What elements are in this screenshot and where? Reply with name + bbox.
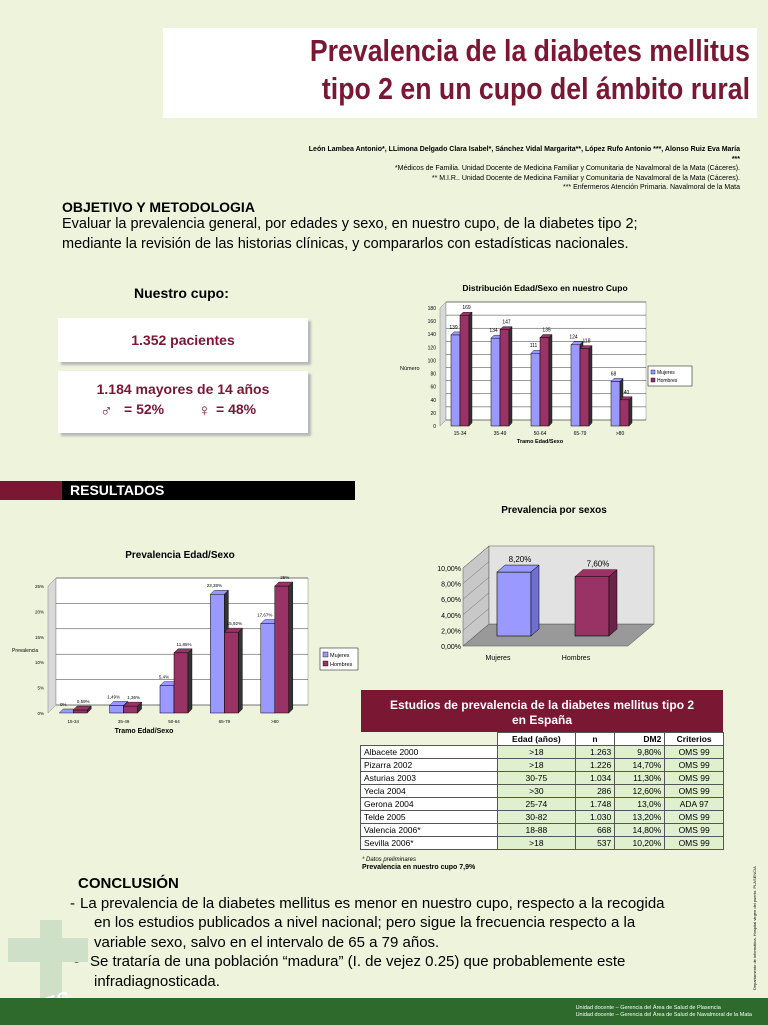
table-row — [361, 785, 724, 798]
y-tick-label: 2,00% — [441, 628, 461, 636]
adults-count: 1.184 mayores de 14 años — [96, 381, 270, 397]
bar-side — [589, 346, 592, 426]
cell-age: 30-75 — [498, 772, 576, 785]
chart-title: Prevalencia por sexos — [501, 505, 607, 516]
x-tick-label: 15-34 — [67, 719, 79, 724]
cell-age: >18 — [498, 746, 576, 759]
y-tick-label: 0 — [433, 424, 436, 430]
page-title — [260, 32, 750, 108]
bar-side — [609, 570, 617, 636]
cell-age: 30-82 — [498, 811, 576, 824]
data-label: 169 — [462, 305, 471, 312]
x-tick-label: 65-79 — [218, 719, 231, 724]
x-tick-label: >80 — [270, 719, 279, 724]
cell-criteria: OMS 99 — [665, 746, 724, 759]
affiliation-3: *** Enfermeros Atención Primaria. Navalmoral de la Mata — [562, 184, 740, 191]
patients-panel — [58, 318, 308, 362]
data-label: 118 — [582, 338, 591, 345]
y-axis-label: Prevalencia — [12, 648, 39, 654]
cell-n: 1.226 — [575, 759, 615, 772]
cell-study: Albacete 2000 — [361, 746, 498, 759]
data-label: 11,85% — [176, 641, 192, 647]
cell-criteria: OMS 99 — [665, 824, 724, 837]
bar-hombres — [500, 330, 509, 426]
data-label: 124 — [569, 334, 578, 341]
objective-text — [62, 214, 762, 254]
bar-mujeres — [451, 335, 460, 426]
footer-text — [576, 1005, 752, 1019]
patients-count: 1.352 pacientes — [131, 332, 235, 348]
y-tick-label: 60 — [430, 384, 436, 391]
y-tick-label: 100 — [427, 358, 436, 365]
chart-side-wall — [48, 578, 56, 713]
y-tick-label: 10% — [34, 660, 44, 666]
legend-swatch — [323, 652, 328, 657]
data-label: 8,20% — [508, 555, 532, 565]
cell-age: 25-74 — [498, 798, 576, 811]
male-icon: ♂ — [100, 401, 113, 420]
bar-side — [188, 649, 192, 713]
authors-names: León Lambea Antonio*, LLimona Delgado Clara Isabel*, Sánchez Vidal Margarita**, López Rufo Antonio ***, Alonso Ruiz Eva María *** — [308, 146, 740, 163]
x-axis-label: Tramo Edad/Sexo — [114, 728, 174, 735]
objective-heading: OBJETIVO Y METODOLOGIA — [62, 199, 255, 215]
results-heading: RESULTADOS — [62, 481, 355, 500]
bar-mujeres — [210, 594, 224, 713]
cell-study: Pizarra 2002 — [361, 759, 498, 772]
header-dm2: DM2 — [615, 733, 665, 746]
y-tick-label: 5% — [37, 685, 44, 691]
bar-hombres — [575, 577, 609, 636]
cell-criteria: OMS 99 — [665, 837, 724, 850]
data-label: 139 — [449, 324, 458, 331]
table-row — [361, 837, 724, 850]
legend-label: Hombres — [657, 378, 678, 384]
cell-dm2: 13,20% — [615, 811, 665, 824]
data-label: 68 — [610, 371, 617, 378]
bullet-1-line-2: en los estudios publicados a nivel nacional; pero sigue la frecuencia respecto a la — [94, 914, 636, 931]
cell-study: Asturias 2003 — [361, 772, 498, 785]
chart-floor — [463, 624, 654, 646]
table-row — [361, 811, 724, 824]
chart-title: Distribución Edad/Sexo en nuestro Cupo — [462, 283, 628, 293]
bar-side — [509, 327, 512, 426]
bar-side — [531, 565, 539, 636]
cell-n: 1.034 — [575, 772, 615, 785]
cell-dm2: 14,70% — [615, 759, 665, 772]
data-label: 15,92% — [226, 621, 243, 627]
y-tick-label: 140 — [427, 332, 436, 339]
bar-hombres — [174, 653, 188, 713]
bar-side — [629, 397, 632, 426]
y-tick-label: 8,00% — [441, 581, 461, 589]
cell-n: 668 — [575, 824, 615, 837]
cell-study: Telde 2005 — [361, 811, 498, 824]
cell-n: 1.263 — [575, 746, 615, 759]
cell-criteria: OMS 99 — [665, 785, 724, 798]
bullet-2-line-2: infradiagnosticada. — [94, 972, 220, 990]
bar-side — [289, 582, 293, 713]
data-label: 0,59% — [76, 699, 90, 705]
data-label: 147 — [502, 319, 511, 326]
y-tick-label: 10,00% — [437, 566, 461, 573]
x-tick-label: 50-64 — [168, 719, 180, 724]
conclusion-heading: CONCLUSIÓN — [78, 875, 179, 892]
bullet-2-line-1: Se trataría de una población “madura” (I. de vejez 0.25) que probablemente este — [90, 953, 626, 970]
y-tick-label: 0% — [37, 711, 44, 716]
y-tick-label: 25% — [34, 584, 44, 589]
cell-criteria: OMS 99 — [665, 772, 724, 785]
title-line-1: Prevalencia de la diabetes mellitus — [309, 33, 750, 68]
female-icon: ♀ — [198, 401, 211, 420]
affiliation-1: *Médicos de Familia. Unidad Docente de Medicina Familiar y Comunitaria de Navalmoral de la Mata (Cáceres). — [394, 165, 740, 172]
bar-mujeres — [611, 381, 620, 426]
x-tick-label: Mujeres — [485, 655, 511, 662]
female-percent: = 48% — [216, 401, 257, 417]
cell-dm2: 11,30% — [615, 772, 665, 785]
bar-mujeres — [261, 624, 275, 713]
studies-table — [360, 732, 724, 850]
x-tick-label: 65-79 — [573, 431, 587, 437]
data-label: 25% — [280, 575, 290, 580]
table-row — [361, 798, 724, 811]
x-axis-label: Tramo Edad/Sexo — [516, 439, 564, 445]
studies-title-line-2: en España — [511, 713, 573, 727]
header-criteria: Criterios — [665, 733, 724, 746]
bar-hombres — [540, 338, 549, 427]
cell-study: Valencia 2006* — [361, 824, 498, 837]
x-tick-label: Hombres — [561, 655, 591, 662]
bar-mujeres — [110, 705, 124, 713]
bar-mujeres — [491, 338, 500, 426]
y-tick-label: 20 — [430, 410, 436, 417]
cell-study: Yecla 2004 — [361, 785, 498, 798]
data-label: 135 — [542, 327, 551, 334]
cell-criteria: OMS 99 — [665, 759, 724, 772]
x-tick-label: 50-64 — [533, 431, 547, 437]
data-label: 5,4% — [158, 674, 170, 680]
cell-dm2: 9,80% — [615, 746, 665, 759]
footer-bar — [0, 998, 768, 1025]
bar-hombres — [620, 400, 629, 426]
authors-block — [300, 145, 740, 193]
bar-hombres — [275, 586, 289, 713]
cupo-heading: Nuestro cupo: — [134, 285, 229, 301]
cell-criteria: ADA 97 — [665, 798, 724, 811]
conclusion-bullet-2 — [78, 952, 738, 991]
legend-swatch — [323, 661, 328, 666]
y-axis-label: Número — [400, 366, 420, 372]
data-label: 134 — [489, 328, 498, 335]
x-tick-label: 15-34 — [453, 431, 467, 437]
x-tick-label: 35-49 — [493, 431, 507, 437]
header-n: n — [575, 733, 615, 746]
adults-panel — [58, 371, 308, 433]
y-tick-label: 40 — [430, 397, 436, 404]
header-age: Edad (años) — [498, 733, 576, 746]
data-label: 1,36% — [127, 695, 140, 701]
table-row — [361, 772, 724, 785]
conclusion-block — [70, 874, 738, 991]
data-label: 111 — [529, 343, 538, 350]
chart-side-wall — [440, 302, 446, 426]
conclusion-bullet-1 — [70, 894, 738, 953]
cell-study: Gerona 2004 — [361, 798, 498, 811]
footer-line-1: Unidad docente – Gerencia del Área de Salud de Plasencia — [575, 1005, 721, 1011]
data-label: 40 — [623, 389, 630, 396]
y-tick-label: 180 — [427, 306, 436, 312]
cell-n: 1.748 — [575, 798, 615, 811]
bar-mujeres — [571, 345, 580, 426]
y-tick-label: 120 — [427, 345, 436, 352]
bullet-1-line-3: variable sexo, salvo en el intervalo de 65 a 79 años. — [94, 933, 440, 951]
cell-dm2: 14,80% — [615, 824, 665, 837]
cell-study: Sevilla 2006* — [361, 837, 498, 850]
table-row — [361, 824, 724, 837]
x-tick-label: >80 — [615, 431, 625, 437]
legend-swatch — [651, 378, 655, 382]
y-tick-label: 6,00% — [441, 597, 461, 605]
bar-side — [549, 335, 552, 427]
cell-age: 18-88 — [498, 824, 576, 837]
sex-split — [58, 401, 308, 421]
legend-swatch — [651, 370, 655, 374]
cell-criteria: OMS 99 — [665, 811, 724, 824]
objective-line-1: Evaluar la prevalencia general, por edades y sexo, en nuestro cupo, de la diabetes tipo 2; — [62, 216, 638, 232]
bar-mujeres — [531, 353, 540, 426]
table-header-row — [361, 733, 724, 746]
cupo-prevalence-note: Prevalencia en nuestro cupo 7,9% — [362, 864, 476, 871]
x-tick-label: 35-49 — [117, 719, 130, 724]
bar-side — [469, 312, 472, 426]
side-note: Departamento de informática. Hospital virgen del puerto. PLASENCIA — [752, 866, 757, 990]
y-tick-label: 160 — [427, 319, 436, 326]
data-label: 1,49% — [107, 694, 120, 700]
cell-dm2: 13,0% — [615, 798, 665, 811]
bar-hombres — [580, 349, 589, 426]
prevalence-age-sex-chart — [10, 540, 365, 740]
footer-line-2: Unidad docente – Gerencia del Área de Salud de Navalmoral de la Mata — [575, 1012, 752, 1018]
cell-age: >18 — [498, 837, 576, 850]
bullet-dash-icon: - — [70, 894, 75, 912]
bar-mujeres — [497, 572, 531, 636]
results-accent — [0, 481, 62, 500]
y-tick-label: 20% — [34, 609, 44, 615]
cell-n: 1.030 — [575, 811, 615, 824]
age-sex-distribution-chart — [395, 278, 695, 453]
cell-age: >30 — [498, 785, 576, 798]
male-percent: = 52% — [124, 401, 165, 417]
data-label: 23,38% — [206, 583, 223, 589]
cell-age: >18 — [498, 759, 576, 772]
bar-side — [238, 628, 242, 713]
bullet-1-line-1: La prevalencia de la diabetes mellitus es menor en nuestro cupo, respecto a la recogida — [80, 894, 665, 912]
cell-dm2: 12,60% — [615, 785, 665, 798]
cell-dm2: 10,20% — [615, 837, 665, 850]
legend-label: Mujeres — [330, 653, 350, 659]
studies-table-title — [361, 690, 723, 732]
cell-n: 537 — [575, 837, 615, 850]
y-tick-label: 4,00% — [441, 612, 461, 620]
bar-hombres — [124, 706, 138, 713]
objective-line-2: mediante la revisión de las historias clínicas, y compararlos con estadísticas nacionales. — [62, 236, 629, 252]
data-label: 17,67% — [257, 612, 273, 618]
studies-title-line-1: Estudios de prevalencia de la diabetes mellitus tipo 2 — [389, 698, 695, 712]
table-row — [361, 759, 724, 772]
legend-label: Mujeres — [657, 370, 675, 376]
table-row — [361, 746, 724, 759]
y-tick-label: 15% — [34, 634, 44, 640]
chart-title: Prevalencia Edad/Sexo — [125, 550, 235, 561]
bar-hombres — [73, 710, 87, 713]
table-footnote: * Datos preliminares — [362, 857, 417, 863]
data-label: 0% — [59, 702, 67, 707]
y-tick-label: 0,00% — [441, 644, 461, 651]
data-label: 7,60% — [586, 559, 610, 569]
legend-label: Hombres — [330, 662, 353, 668]
affiliation-2: ** M.I.R.. Unidad Docente de Medicina Familiar y Comunitaria de Navalmoral de la Mata (Cáceres). — [431, 174, 740, 182]
y-tick-label: 80 — [430, 371, 436, 378]
cell-n: 286 — [575, 785, 615, 798]
prevalence-by-sex-chart — [430, 498, 655, 666]
logo-cross-shape — [8, 920, 88, 998]
bar-hombres — [224, 632, 238, 713]
bar-hombres — [460, 315, 469, 426]
bar-mujeres — [160, 686, 174, 713]
title-line-2: tipo 2 en un cupo del ámbito rural — [321, 71, 750, 106]
